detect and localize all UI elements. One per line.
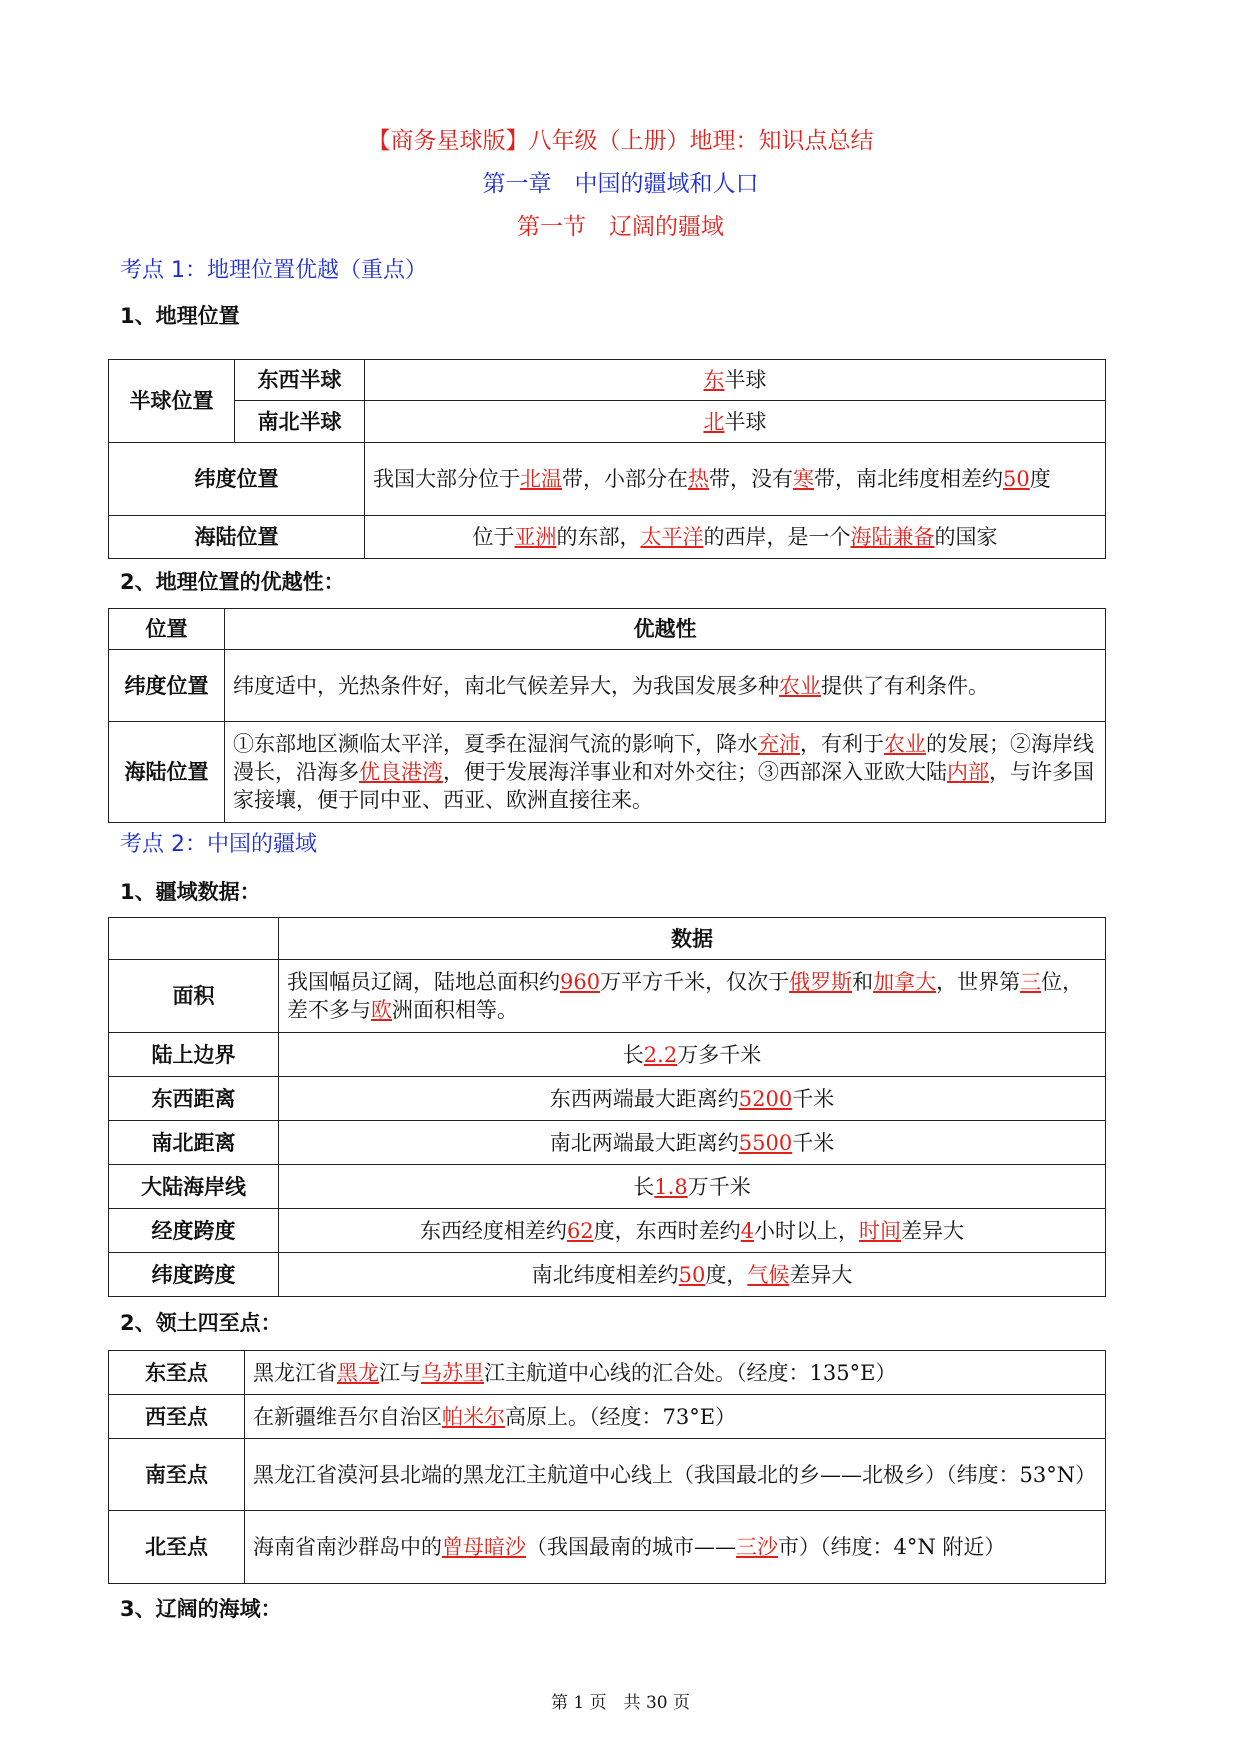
sea-land-position-value: 位于亚洲的东部，太平洋的西岸，是一个海陆兼备的国家 bbox=[365, 516, 1106, 559]
longitude-span-value: 东西经度相差约62度，东西时差约4小时以上，时间差异大 bbox=[279, 1209, 1106, 1253]
area-label: 面积 bbox=[109, 960, 279, 1033]
ew-distance-label: 东西距离 bbox=[109, 1077, 279, 1121]
ns-distance-value: 南北两端最大距离约5500千米 bbox=[279, 1121, 1106, 1165]
coastline-value: 长1.8万千米 bbox=[279, 1165, 1106, 1209]
latitude-span-value: 南北纬度相差约50度，气候差异大 bbox=[279, 1253, 1106, 1297]
ns-distance-label: 南北距离 bbox=[109, 1121, 279, 1165]
row-latitude-value: 纬度适中，光热条件好，南北气候差异大，为我国发展多种农业提供了有利条件。 bbox=[225, 650, 1106, 722]
row-sea-land-value: ①东部地区濒临太平洋，夏季在湿润气流的影响下，降水充沛，有利于农业的发展；②海岸线漫长，沿海多优良港湾，便于发展海洋事业和对外交往；③西部深入亚欧大陆内部，与许多国家接壤，便于同中亚、西亚、欧洲直接往来。 bbox=[225, 722, 1106, 823]
row-sea-land-label: 海陆位置 bbox=[109, 722, 225, 823]
east-point-value: 黑龙江省黑龙江与乌苏里江主航道中心线的汇合处。（经度：135°E） bbox=[245, 1351, 1106, 1395]
land-border-value: 长2.2万多千米 bbox=[279, 1033, 1106, 1077]
ew-hemisphere-value: 东半球 bbox=[365, 360, 1106, 401]
sub-heading-advantage: 2、地理位置的优越性： bbox=[120, 570, 345, 594]
kaodian-2-heading: 考点 2：中国的疆域 bbox=[120, 832, 317, 857]
latitude-span-label: 纬度跨度 bbox=[109, 1253, 279, 1297]
sub-heading-sea-area: 3、辽阔的海域： bbox=[120, 1597, 282, 1621]
hemisphere-label: 半球位置 bbox=[109, 360, 235, 443]
extreme-points-table bbox=[108, 1350, 1106, 1584]
advantage-table bbox=[108, 608, 1106, 823]
south-point-value: 黑龙江省漠河县北端的黑龙江主航道中心线上（我国最北的乡——北极乡）（纬度：53°N） bbox=[245, 1439, 1106, 1511]
ns-hemisphere-label: 南北半球 bbox=[235, 401, 365, 443]
sub-heading-territory-data: 1、疆域数据： bbox=[120, 880, 261, 904]
territory-data-table bbox=[108, 917, 1106, 1297]
col-header-data: 数据 bbox=[279, 918, 1106, 960]
longitude-span-label: 经度跨度 bbox=[109, 1209, 279, 1253]
row-latitude-label: 纬度位置 bbox=[109, 650, 225, 722]
col-header-position: 位置 bbox=[109, 609, 225, 650]
latitude-position-value: 我国大部分位于北温带，小部分在热带，没有寒带，南北纬度相差约50度 bbox=[365, 443, 1106, 516]
sea-land-position-label: 海陆位置 bbox=[109, 516, 365, 559]
section-title: 第一节 辽阔的疆域 bbox=[517, 214, 724, 240]
north-point-label: 北至点 bbox=[109, 1511, 245, 1584]
west-point-value: 在新疆维吾尔自治区帕米尔高原上。（经度：73°E） bbox=[245, 1395, 1106, 1439]
land-border-label: 陆上边界 bbox=[109, 1033, 279, 1077]
chapter-title: 第一章 中国的疆域和人口 bbox=[482, 171, 759, 197]
coastline-label: 大陆海岸线 bbox=[109, 1165, 279, 1209]
south-point-label: 南至点 bbox=[109, 1439, 245, 1511]
geo-position-table bbox=[108, 359, 1106, 559]
latitude-position-label: 纬度位置 bbox=[109, 443, 365, 516]
sub-heading-position: 1、地理位置 bbox=[120, 304, 240, 328]
col-header-advantage: 优越性 bbox=[225, 609, 1106, 650]
north-point-value: 海南省南沙群岛中的曾母暗沙（我国最南的城市——三沙市）（纬度：4°N 附近） bbox=[245, 1511, 1106, 1584]
ns-hemisphere-value: 北半球 bbox=[365, 401, 1106, 443]
kaodian-1-heading: 考点 1：地理位置优越（重点） bbox=[120, 258, 427, 283]
west-point-label: 西至点 bbox=[109, 1395, 245, 1439]
doc-title: 【商务星球版】八年级（上册）地理：知识点总结 bbox=[367, 128, 874, 154]
empty-header-cell bbox=[109, 918, 279, 960]
sub-heading-extreme-points: 2、领土四至点： bbox=[120, 1311, 282, 1335]
ew-hemisphere-label: 东西半球 bbox=[235, 360, 365, 401]
area-value: 我国幅员辽阔，陆地总面积约960万平方千米，仅次于俄罗斯和加拿大，世界第三位，差不多与欧洲面积相等。 bbox=[279, 960, 1106, 1033]
page-footer: 第 1 页 共 30 页 bbox=[550, 1693, 691, 1713]
ew-distance-value: 东西两端最大距离约5200千米 bbox=[279, 1077, 1106, 1121]
east-point-label: 东至点 bbox=[109, 1351, 245, 1395]
